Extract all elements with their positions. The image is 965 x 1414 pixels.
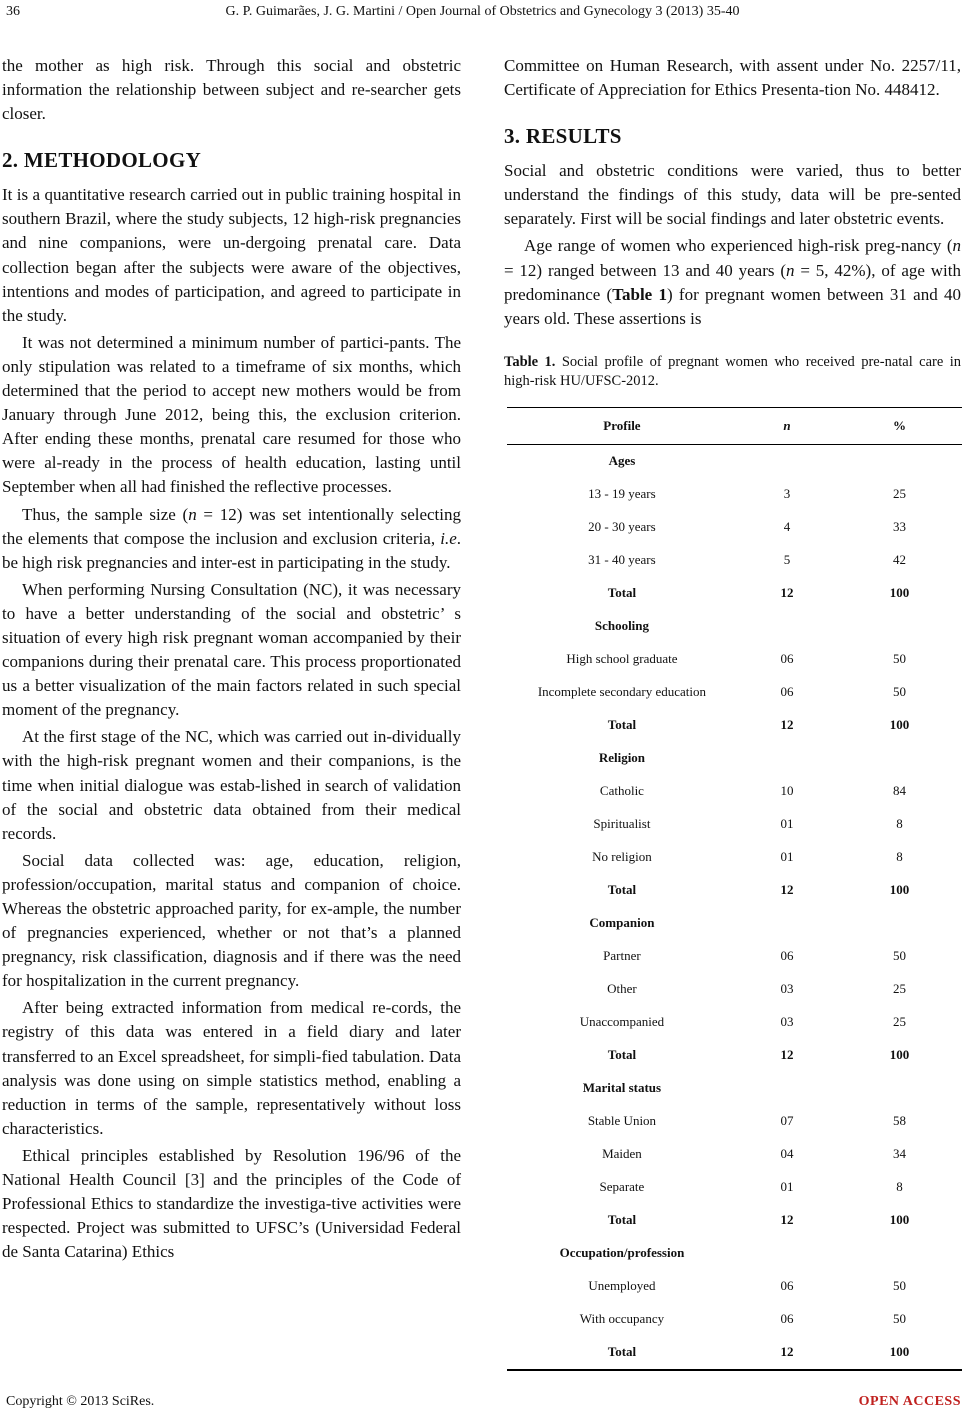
- table-cell-percent: 58: [893, 1113, 907, 1129]
- ethics-continuation: Committee on Human Research, with assent under No. 2257/11, Certificate of Appreciation for Ethics Presenta-tion No. 448412.: [504, 56, 961, 100]
- table-cell-percent: 25: [893, 486, 907, 502]
- table-cell-n: 01: [780, 849, 794, 865]
- table-cell-percent: [837, 742, 962, 775]
- table-cell-profile: Total: [607, 1047, 637, 1063]
- table-row: [507, 841, 962, 874]
- results-heading: 3. RESULTS: [504, 124, 622, 149]
- table-cell-percent: [837, 1072, 962, 1105]
- table-cell-n: 03: [780, 1014, 794, 1030]
- table-cell-percent: 8: [896, 816, 903, 832]
- table-cell-profile: Catholic: [599, 783, 644, 799]
- table-total-row: [507, 709, 962, 742]
- results-paragraph-1: Social and obstetric conditions were varied, thus to better understand the findings of this study, data will be pre-sented separately. First will be social findings and later obstetric events.: [504, 161, 961, 229]
- table-cell-n: 04: [780, 1146, 794, 1162]
- methodology-paragraph-4: When performing Nursing Consultation (NC), it was necessary to have a better understanding of the social and obstetric’ s situation of every high risk pregnant woman accompanied by their companions during their prenatal care. This process proportionated us a better visualization of the main factors related in such special moment of the pregnancy.: [2, 579, 461, 720]
- table-cell-percent: [837, 444, 962, 478]
- table-cell-profile: Total: [607, 1212, 637, 1228]
- table-cell-profile: Incomplete secondary education: [537, 684, 707, 700]
- table-cell-percent: 100: [889, 1047, 910, 1063]
- table-cell-percent: 8: [896, 1179, 903, 1195]
- table-cell-percent: [837, 1237, 962, 1270]
- table-cell-percent: 100: [889, 717, 910, 733]
- table-section-row: [507, 1237, 962, 1270]
- table-row: [507, 1303, 962, 1336]
- table-total-row: [507, 1204, 962, 1237]
- table-total-row: [507, 874, 962, 907]
- table-cell-n: 4: [783, 519, 791, 535]
- table-cell-n: [737, 1237, 837, 1270]
- table-cell-n: 07: [780, 1113, 794, 1129]
- table-1-social-profile: [507, 407, 962, 1371]
- table-1-caption: Table 1. Social profile of pregnant women who received pre-natal care in high-risk HU/UFSC-2012.: [504, 353, 961, 389]
- table-cell-profile: Partner: [603, 948, 641, 964]
- table-cell-profile: Other: [607, 981, 637, 997]
- table-row: [507, 544, 962, 577]
- table-cell-n: 12: [780, 717, 794, 733]
- table-cell-n: 12: [780, 1212, 794, 1228]
- table-cell-percent: 50: [893, 1278, 907, 1294]
- table-cell-n: 06: [780, 684, 794, 700]
- table-cell-profile: Unaccompanied: [579, 1014, 665, 1030]
- running-title: G. P. Guimarães, J. G. Martini / Open Journal of Obstetrics and Gynecology 3 (2013) 35-40: [225, 4, 740, 19]
- methodology-paragraph-5: At the first stage of the NC, which was carried out in-dividually with the high-risk pregnant women and their companions, is the time when initial dialogue was estab-lished in search of validation of the social and obstetric data obtained from their medical records.: [2, 727, 461, 843]
- table-cell-n: 12: [780, 882, 794, 898]
- table-cell-n: 5: [783, 552, 791, 568]
- methodology-paragraph-3: Thus, the sample size (n = 12) was set intentionally selecting the elements that compose the inclusion and exclusion criteria, i.e. be high risk pregnancies and inter-est in participating in the study.: [2, 504, 461, 572]
- table-cell-percent: [837, 907, 962, 940]
- table-row: [507, 643, 962, 676]
- table-row: [507, 775, 962, 808]
- table-row: [507, 1138, 962, 1171]
- right-column: [504, 54, 961, 1371]
- left-column: [2, 54, 461, 1264]
- table-cell-percent: 25: [893, 1014, 907, 1030]
- table-cell-n: 06: [780, 1278, 794, 1294]
- table-cell-profile: Companion: [589, 915, 655, 931]
- table-cell-profile: 31 - 40 years: [588, 552, 656, 568]
- table-cell-percent: 50: [893, 684, 907, 700]
- table-cell-n: [737, 907, 837, 940]
- table-row: [507, 1270, 962, 1303]
- table-cell-n: [737, 1072, 837, 1105]
- table-row: [507, 808, 962, 841]
- table-section-row: [507, 1072, 962, 1105]
- table-cell-profile: Total: [607, 585, 637, 601]
- table-section-row: [507, 610, 962, 643]
- column-header-n: n: [737, 407, 837, 444]
- table-cell-profile: High school graduate: [566, 651, 678, 667]
- table-total-row: [507, 1039, 962, 1072]
- table-cell-percent: 84: [893, 783, 907, 799]
- table-cell-n: [737, 742, 837, 775]
- table-cell-percent: 50: [893, 948, 907, 964]
- methodology-heading: 2. METHODOLOGY: [2, 148, 202, 173]
- table-section-row: [507, 907, 962, 940]
- methodology-paragraph-8: Ethical principles established by Resolution 196/96 of the National Health Council [3] and the principles of the Code of Professional Ethics to standardize the investiga-tive activities were respected. Project was submitted to UFSC’s (Universidad Federal de Santa Catarina) Ethics: [2, 1145, 461, 1262]
- table-cell-profile: 13 - 19 years: [588, 486, 656, 502]
- table-cell-n: 01: [780, 1179, 794, 1195]
- table-cell-n: 10: [780, 783, 794, 799]
- table-cell-profile: Total: [607, 882, 637, 898]
- table-cell-profile: No religion: [592, 849, 652, 865]
- table-cell-percent: 33: [893, 519, 907, 535]
- table-cell-percent: 42: [893, 552, 907, 568]
- table-cell-n: 12: [780, 585, 794, 601]
- table-cell-profile: Religion: [598, 750, 646, 766]
- table-cell-percent: 100: [889, 585, 910, 601]
- table-cell-profile: 20 - 30 years: [588, 519, 656, 535]
- table-section-row: [507, 444, 962, 478]
- table-cell-profile: Unemployed: [588, 1278, 656, 1294]
- table-cell-profile: Ages: [608, 453, 636, 469]
- open-access-label: OPEN ACCESS: [858, 1394, 961, 1409]
- table-cell-percent: 100: [889, 1212, 910, 1228]
- table-cell-profile: Maiden: [602, 1146, 642, 1162]
- table-cell-n: 01: [780, 816, 794, 832]
- column-header-profile: Profile: [507, 407, 737, 444]
- column-header-percent: %: [837, 407, 962, 444]
- table-cell-percent: 50: [893, 1311, 907, 1327]
- table-cell-percent: [837, 610, 962, 643]
- table-row: [507, 511, 962, 544]
- table-header-row: [507, 407, 962, 444]
- table-cell-profile: Spiritualist: [593, 816, 651, 832]
- table-row: [507, 1006, 962, 1039]
- methodology-paragraph-2: It was not determined a minimum number of partici-pants. The only stipulation was related to a timeframe of six months, which determined that the period to accept new mothers would be from January through June 2012, being this, the exclusion criterion. After ending these months, prenatal care resumed for those who were al-ready in the process of health education, lasting until September when all had finished the reflective processes.: [2, 332, 461, 497]
- page-number: 36: [6, 4, 20, 19]
- table-cell-profile: Stable Union: [587, 1113, 657, 1129]
- table-cell-profile: Marital status: [582, 1080, 662, 1096]
- methodology-paragraph-7: After being extracted information from medical re-cords, the registry of this data was entered in a field diary and later transferred to an Excel spreadsheet, for simpli-fied tabulation. Data analysis was done using on simple statistics method, enabling a reduction in terms of the sample, representatively without loss characteristics.: [2, 998, 461, 1138]
- table-cell-profile: Total: [507, 1336, 737, 1370]
- table-cell-n: 12: [780, 1047, 794, 1063]
- table-cell-n: 3: [783, 486, 791, 502]
- table-cell-percent: 100: [837, 1336, 962, 1370]
- table-body: [507, 444, 962, 1370]
- table-section-row: [507, 742, 962, 775]
- table-row: [507, 1105, 962, 1138]
- methodology-paragraph-1: It is a quantitative research carried out in public training hospital in southern Brazil, where the study subjects, 12 high-risk pregnancies and nine companions, were un-dergoing prenatal care. Data collection began after the subjects were aware of the objectives, intentions and modes of participation, and agreed to participate in the study.: [2, 185, 461, 325]
- table-cell-percent: 50: [893, 651, 907, 667]
- table-cell-percent: 100: [889, 882, 910, 898]
- table-cell-profile: Separate: [599, 1179, 645, 1195]
- table-total-row: [507, 577, 962, 610]
- table-cell-n: [737, 444, 837, 478]
- table-row: [507, 676, 962, 709]
- table-cell-n: 03: [780, 981, 794, 997]
- table-cell-profile: With occupancy: [579, 1311, 665, 1327]
- table-row: [507, 973, 962, 1006]
- table-cell-n: [737, 610, 837, 643]
- table-cell-percent: 25: [893, 981, 907, 997]
- running-header: [0, 0, 965, 28]
- methodology-paragraph-6: Social data collected was: age, education, religion, profession/occupation, marital status and companion of choice. Whereas the obstetric approached parity, for ex-ample, the number of pregnancies experienced, whether or not that’s a planned pregnancy, risk classification, diagnosis and if there was the need for hospitalization in the current pregnancy.: [2, 850, 461, 991]
- table-cell-profile: Schooling: [594, 618, 650, 634]
- intro-paragraph: the mother as high risk. Through this social and obstetric information the relationship between subject and re-searcher gets closer.: [2, 56, 461, 124]
- table-row: [507, 1171, 962, 1204]
- table-cell-profile: Occupation/profession: [559, 1245, 685, 1261]
- table-cell-n: 06: [780, 1311, 794, 1327]
- table-cell-n: 06: [780, 651, 794, 667]
- table-row: [507, 940, 962, 973]
- table-cell-n: 06: [780, 948, 794, 964]
- table-total-row: [507, 1336, 962, 1370]
- table-cell-n: 12: [737, 1336, 837, 1370]
- table-cell-percent: 34: [893, 1146, 907, 1162]
- table-cell-percent: 8: [896, 849, 903, 865]
- copyright-notice: Copyright © 2013 SciRes.: [6, 1394, 155, 1409]
- table-cell-profile: Total: [607, 717, 637, 733]
- results-paragraph-2: Age range of women who experienced high-risk preg-nancy (n = 12) ranged between 13 and 40 years (n = 5, 42%), of age with predominance (Table 1) for pregnant women between 31 and 40 years old. These assertions is: [504, 236, 961, 328]
- table-row: [507, 478, 962, 511]
